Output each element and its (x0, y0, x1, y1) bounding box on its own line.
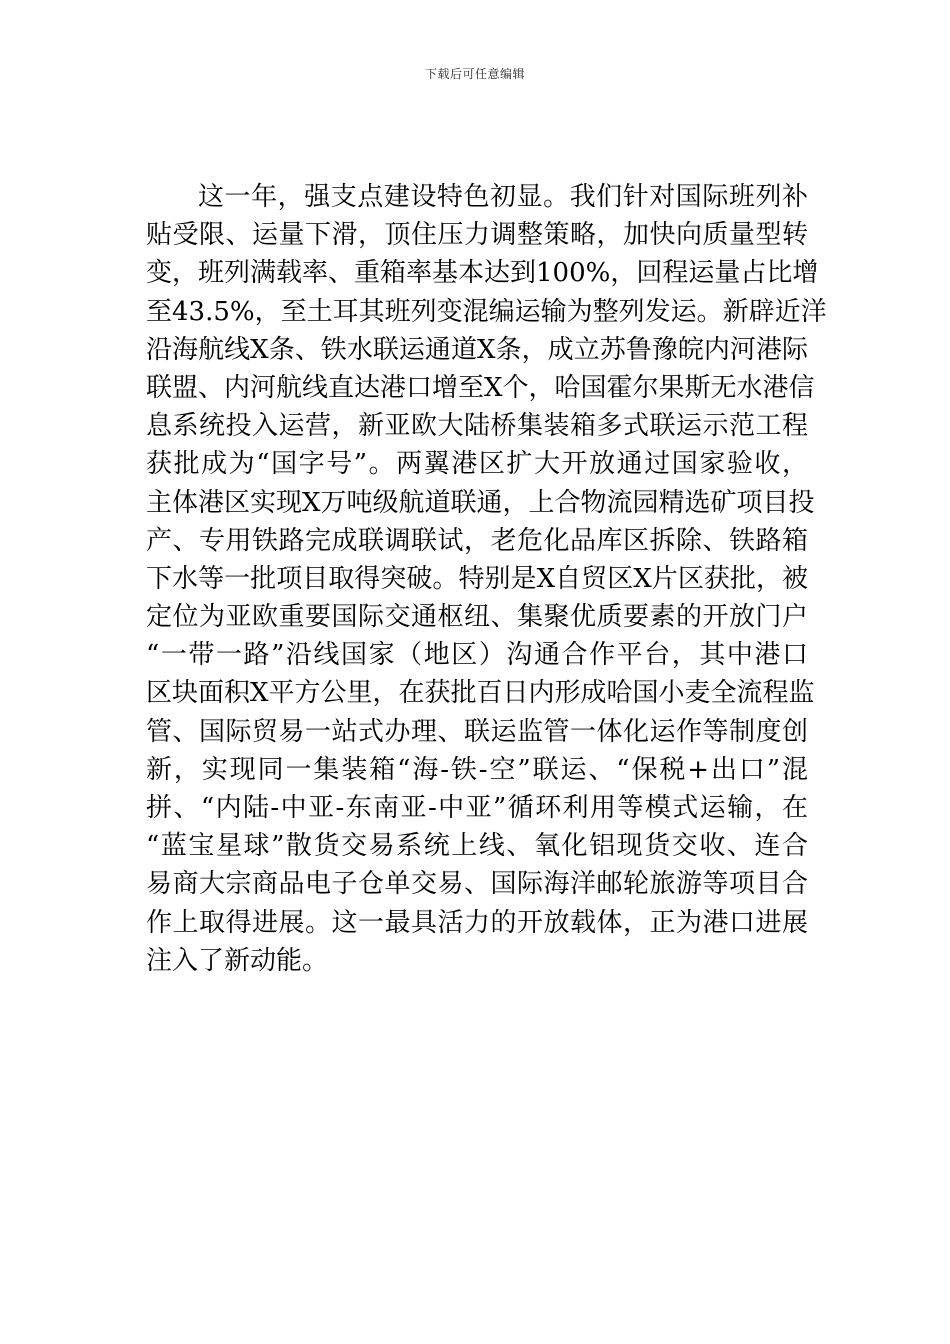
paragraph-line: “蓝宝星球”散货交易系统上线、氧化铝现货交收、连合 (146, 831, 808, 862)
paragraph-line: 拼、“内陆-中亚-东南亚-中亚”循环利用等模式运输，在 (146, 793, 808, 823)
paragraph-line: 产、专用铁路完成联调联试，老危化品库区拆除、铁路箱 (146, 525, 808, 556)
paragraph-line: 作上取得进展。这一最具活力的开放载体，正为港口进展 (146, 907, 808, 938)
paragraph-line: 注入了新动能。 (146, 945, 329, 976)
paragraph-line: 管、国际贸易一站式办理、联运监管一体化运作等制度创 (146, 716, 808, 747)
paragraph-line: 主体港区实现X万吨级航道联通，上合物流园精选矿项目投 (146, 487, 815, 518)
paragraph-line: 定位为亚欧重要国际交通枢纽、集聚优质要素的开放门户 (146, 602, 808, 633)
paragraph-line: 至43.5%，至土耳其班列变混编运输为整列发运。新辟近洋 (146, 296, 827, 327)
body-paragraph (146, 178, 827, 980)
paragraph-line: 新，实现同一集装箱“海-铁-空”联运、“保税+出口”混 (146, 754, 808, 785)
paragraph-line: “一带一路”沿线国家（地区）沟通合作平台，其中港口 (146, 640, 808, 671)
paragraph-line: 息系统投入运营，新亚欧大陆桥集装箱多式联运示范工程 (146, 411, 808, 442)
paragraph-line: 获批成为“国字号”。两翼港区扩大开放通过国家验收， (146, 449, 808, 480)
paragraph-line: 变，班列满载率、重箱率基本达到100%，回程运量占比增 (146, 258, 819, 289)
paragraph-line: 贴受限、运量下滑，顶住压力调整策略，加快向质量型转 (146, 220, 808, 251)
paragraph-line: 联盟、内河航线直达港口增至X个，哈国霍尔果斯无水港信 (146, 372, 815, 403)
page-header-note: 下载后可任意编辑 (424, 67, 525, 81)
paragraph-line: 区块面积X平方公里，在获批百日内形成哈国小麦全流程监 (146, 678, 815, 709)
paragraph-line: 沿海航线X条、铁水联运通道X条，成立苏鲁豫皖内河港际 (146, 334, 808, 365)
paragraph-line: 这一年，强支点建设特色初显。我们针对国际班列补 (198, 182, 808, 212)
paragraph-line: 下水等一批项目取得突破。特别是X自贸区X片区获批，被 (146, 563, 808, 594)
paragraph-line: 易商大宗商品电子仓单交易、国际海洋邮轮旅游等项目合 (146, 869, 808, 900)
